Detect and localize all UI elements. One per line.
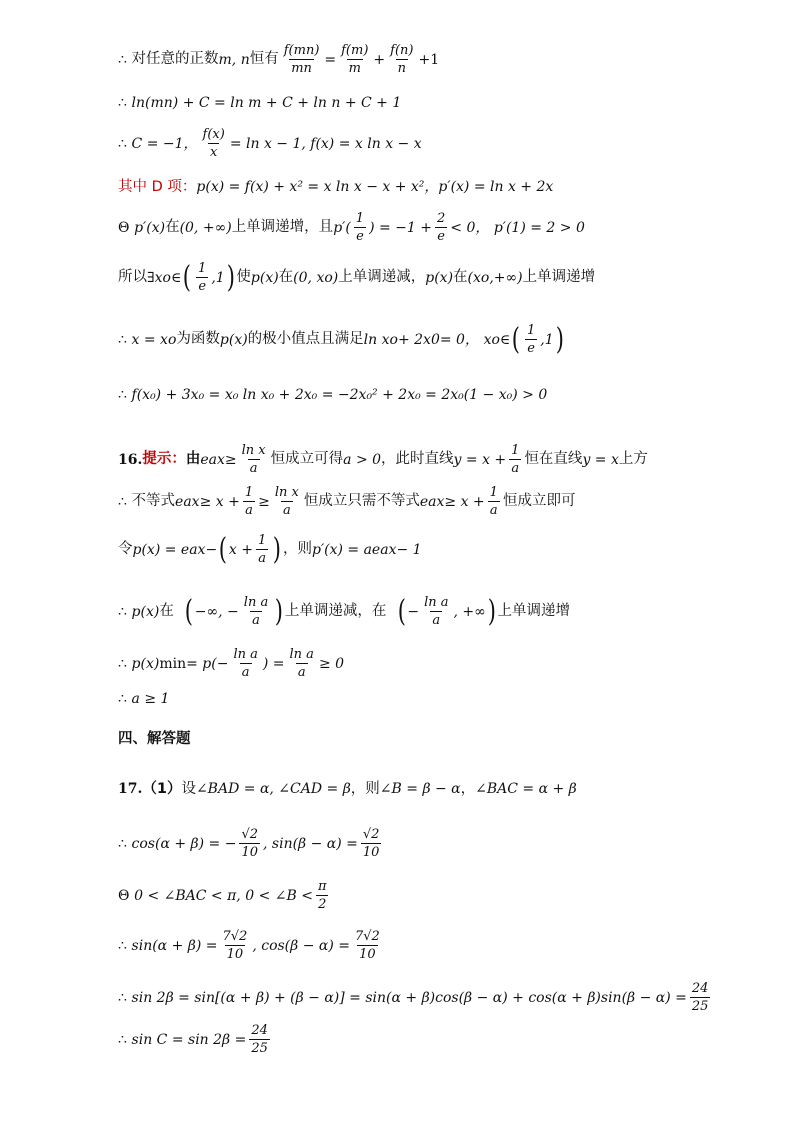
fraction: $\frac{\text{ln a}}{a}$ [233, 647, 258, 680]
line-sin: ∴ sin(α + β) = $\frac{7√2}{10}$ , cos(β − α) = $\frac{7√2}{10}$ [118, 929, 380, 962]
line-4: 其中 D 项： p(x) = f(x) + x² = x ln x − x + x²，p′(x) = ln x + 2x [118, 179, 554, 196]
fraction: $\frac{\text{ln a}}{a}$ [424, 595, 449, 628]
fraction: $\frac{√2}{10}$ [241, 827, 259, 860]
fraction: $\frac{\text{ln a}}{a}$ [243, 595, 269, 628]
fraction: $\frac{7√2}{10}$ [222, 929, 248, 962]
fraction: $\frac{\pi}{2}$ [317, 879, 327, 912]
fraction: $\frac{f(mn)}{mn}$ [283, 43, 320, 76]
line-3: ∴ C = −1， $\frac{f(x)}{x}$ = ln x − 1, f(x) = x ln x − x [118, 127, 422, 160]
fraction: $\frac{1}{a}$ [244, 485, 254, 518]
fraction: $\frac{f(n)}{n}$ [390, 43, 414, 76]
fraction: $\frac{√2}{10}$ [362, 827, 380, 860]
line-10: ∴ 不等式 e ax ≥ x + $\frac{1}{a}$ ≥ $\frac{\text{ln x}}{a}$ 恒成立只需不等式 e ax ≥ x + $\frac{1}{a}$ 恒成立即可 [118, 485, 576, 518]
fraction: $\frac{\text{ln x}}{a}$ [241, 443, 266, 476]
fraction: $\frac{1}{a}$ [257, 533, 267, 566]
therefore-symbol: ∴ [118, 51, 127, 68]
line-7: ∴ x = x o 为函数 p(x) 的极小值点且满足 ln x o + 2x 0 = 0， x o ∈ ( $\frac{1}{e}$ ,1 ) [118, 321, 564, 357]
line-13: ∴ p(x) min = p(− $\frac{\text{ln a}}{a}$ ) = $\frac{\text{ln a}}{a}$ ≥ 0 [118, 647, 345, 680]
math: m, n [218, 51, 250, 68]
text: 恒有 [249, 51, 279, 68]
line-1: ∴ 对任意的正数 m, n 恒有 $\frac{f(mn)}{mn}$ = $\frac{f(m)}{m}$ + $\frac{f(n)}{n}$ +1 [118, 43, 440, 76]
line-sinC: ∴ sin C = sin 2β = $\frac{24}{25}$ [118, 1023, 268, 1056]
fraction: $\frac{24}{25}$ [691, 981, 709, 1014]
fraction: $\frac{\text{ln a}}{a}$ [289, 647, 314, 680]
fraction: $\frac{1}{e}$ [198, 261, 207, 294]
line-8: ∴ f(x₀) + 3x₀ = x₀ ln x₀ + 2x₀ = −2x₀² + 2x₀ = 2x₀(1 − x₀) > 0 [118, 387, 548, 404]
fraction: $\frac{2}{e}$ [437, 211, 446, 244]
line-11: 令 p(x) = e ax − ( x + $\frac{1}{a}$ ) ，则 p′(x) = ae ax − 1 [118, 531, 422, 567]
fraction: $\frac{1}{e}$ [527, 323, 536, 356]
line-14: ∴ a ≥ 1 [118, 691, 170, 708]
text: 对任意的正数 [131, 51, 219, 68]
d-item-label: 其中 D 项： [118, 179, 197, 195]
line-cos: ∴ cos(α + β) = − $\frac{√2}{10}$ , sin(β − α) = $\frac{√2}{10}$ [118, 827, 380, 860]
fraction: $\frac{1}{a}$ [489, 485, 498, 518]
fraction: $\frac{\text{ln x}}{a}$ [274, 485, 299, 518]
line-5: Θ p′(x) 在 (0, +∞) 上单调递增，且 p′( $\frac{1}{e}$ ) = −1 + $\frac{2}{e}$ < 0， p′(1) = 2 > 0 [118, 211, 585, 244]
line-sin2beta: ∴ sin 2β = sin[(α + β) + (β − α)] = sin(α + β)cos(β − α) + cos(α + β)sin(β − α) = $\frac{24}{25}$ [118, 981, 709, 1014]
line-because: Θ 0 < ∠BAC < π, 0 < ∠B < $\frac{\pi}{2}$ [118, 879, 327, 912]
line-2: ∴ ln(mn) + C = ln m + C + ln n + C + 1 [118, 95, 402, 112]
line-12: ∴ p(x) 在 ( −∞, − $\frac{\text{ln a}}{a}$ ) 上单调递减，在 ( − $\frac{\text{ln a}}{a}$ , +∞ ) 上单调递增 [118, 593, 571, 629]
fraction: $\frac{1}{a}$ [511, 443, 520, 476]
line-17-1: 17. （1） 设 ∠BAD = α, ∠CAD = β ，则 ∠B = β − α ， ∠BAC = α + β [118, 781, 577, 798]
fraction: $\frac{7√2}{10}$ [354, 929, 380, 962]
fraction: $\frac{f(m)}{m}$ [341, 43, 369, 76]
fraction: $\frac{f(x)}{x}$ [202, 127, 225, 160]
fraction: $\frac{24}{25}$ [251, 1023, 268, 1056]
section-heading: 四、解答题 [118, 731, 191, 747]
line-6: 所以 ∃x o ∈ ( $\frac{1}{e}$ ,1 ) 使 p(x) 在 (0, x o ) 上单调递减， p(x) 在 (x o ,+∞) 上单调递增 [118, 259, 596, 295]
fraction: $\frac{1}{e}$ [355, 211, 365, 244]
line-9: 16. 提示： 由 e ax ≥ $\frac{\text{ln x}}{a}$ 恒成立可得 a > 0 ，此时直线 y = x + $\frac{1}{a}$ 恒在直线 y = x 上方 [118, 443, 648, 476]
hint-label: 提示： [142, 451, 186, 468]
